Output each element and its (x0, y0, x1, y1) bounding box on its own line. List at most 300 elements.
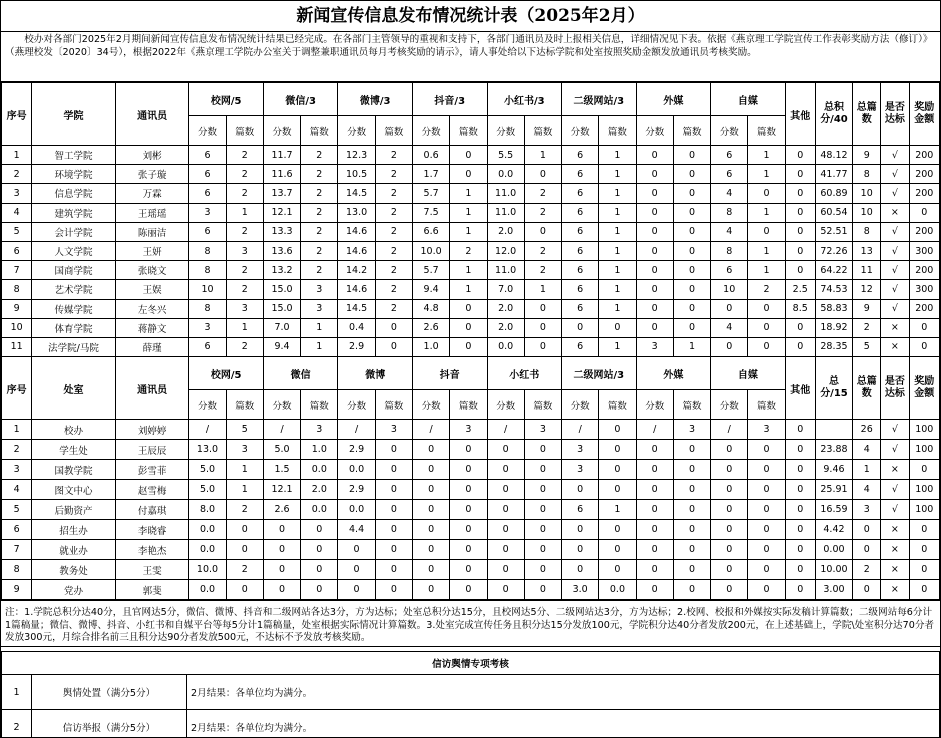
cell-total: 18.92 (815, 318, 852, 337)
cell-score: / (562, 420, 599, 440)
cell-score: 13.2 (263, 261, 300, 280)
cell-score: / (263, 420, 300, 440)
cell-award: 200 (909, 165, 939, 184)
cell-count: 1 (226, 203, 263, 222)
cell-score: 0 (711, 480, 748, 500)
cell-count: 0 (375, 337, 412, 356)
cell-count: 0 (673, 520, 710, 540)
cell-correspondent: 李艳杰 (115, 540, 189, 560)
cell-score: 2.9 (338, 440, 375, 460)
table-row (2, 184, 940, 203)
score-subheader: 分数 (711, 116, 748, 146)
cell-count: 2 (524, 241, 561, 260)
cell-score: 0 (711, 500, 748, 520)
cell-reached: √ (881, 500, 909, 520)
cell-award: 200 (909, 299, 939, 318)
cell-score: 0 (338, 580, 375, 600)
cell-score: 4 (711, 318, 748, 337)
cell-count: 0 (599, 440, 636, 460)
cell-count: 1 (599, 146, 636, 165)
cell-count: 5 (226, 420, 263, 440)
channel-header: 微信/3 (263, 83, 338, 116)
cell-total: 0.00 (815, 540, 852, 560)
cell-score: 0 (711, 540, 748, 560)
cell-score: 10 (711, 280, 748, 299)
cell-score: 0.0 (189, 580, 226, 600)
cell-count: 1 (450, 203, 487, 222)
cell-reached: × (881, 318, 909, 337)
cell-count: 1 (450, 222, 487, 241)
cell-score: 0.6 (412, 146, 449, 165)
cell-correspondent: 王辰辰 (115, 440, 189, 460)
cell-count: 2 (375, 241, 412, 260)
cell-other: 0 (785, 460, 815, 480)
channel-header: 二级网站/3 (562, 83, 637, 116)
cell-unit: 党办 (32, 580, 116, 600)
count-subheader: 篇数 (301, 390, 338, 420)
cell-correspondent: 薛瑾 (115, 337, 189, 356)
cell-seq: 4 (2, 203, 32, 222)
cell-count: 0 (450, 580, 487, 600)
notes-text: 注：1.学院总积分达40分，且官网达5分，微信、微博、抖音和二级网站各达3分，方为达标；处室总积分达15分，且校网达5分、二级网站达3分，方为达标；2.校网、校报和外媒按实际发稿计算篇数；二级网站每6分计1篇稿量；微信、微博、抖音、小红书和自媒平台等每5分计1篇稿量，处室根据实际情况计算篇数。3.处室完成宣传任务且积分达15分发放100元，学院积分达40分者发放200元，在上述基础上，学院\处室积分达70分者发放300元，月综合排名前三且积分达90分者发放500元，不达标不予发放考核奖励。 (5, 607, 935, 644)
cell-count: 0 (375, 440, 412, 460)
cell-correspondent: 赵雪梅 (115, 480, 189, 500)
cell-score: 6 (562, 241, 599, 260)
cell-count: 0 (450, 146, 487, 165)
cell-score: 6 (711, 146, 748, 165)
cell-score: 10.5 (338, 165, 375, 184)
channel-header: 自媒 (711, 357, 786, 390)
cell-reached: × (881, 203, 909, 222)
score-subheader: 分数 (562, 390, 599, 420)
count-subheader: 篇数 (450, 116, 487, 146)
cell-score: 0 (711, 299, 748, 318)
cell-unit: 学生处 (32, 440, 116, 460)
cell-count: 0 (375, 560, 412, 580)
cell-total: 23.88 (815, 440, 852, 460)
cell-award: 0 (909, 203, 939, 222)
cell-score: 0.0 (338, 460, 375, 480)
cell-count: 1 (524, 146, 561, 165)
cell-score: 6 (562, 146, 599, 165)
cell-articles: 5 (853, 337, 881, 356)
cell-score: 0 (711, 520, 748, 540)
cell-count: 1 (226, 460, 263, 480)
cell-seq: 9 (2, 299, 32, 318)
cell-count: 1.0 (301, 440, 338, 460)
cell-reached: √ (881, 261, 909, 280)
cell-score: / (487, 420, 524, 440)
cell-score: 0 (636, 261, 673, 280)
table-row (2, 520, 940, 540)
cell-score: 3 (562, 440, 599, 460)
cell-count: 2 (375, 299, 412, 318)
cell-score: 9.4 (412, 280, 449, 299)
cell-score: 0 (412, 500, 449, 520)
cell-correspondent: 张子璇 (115, 165, 189, 184)
cell-reached: × (881, 580, 909, 600)
cell-correspondent: 刘彬 (115, 146, 189, 165)
cell-count: 1 (450, 261, 487, 280)
cell-unit: 法学院/马院 (32, 337, 116, 356)
channel-header: 校网/5 (189, 83, 264, 116)
cell-count: 2 (375, 280, 412, 299)
cell-total: 72.26 (815, 241, 852, 260)
cell-award: 100 (909, 500, 939, 520)
table-row (2, 318, 940, 337)
cell-score: 0.0 (189, 520, 226, 540)
xinfang-item: 信访举报（满分5分） (32, 710, 187, 738)
cell-articles: 9 (853, 146, 881, 165)
cell-score: 0 (338, 540, 375, 560)
cell-score: 0 (412, 480, 449, 500)
cell-reached: √ (881, 440, 909, 460)
cell-score: 1.0 (412, 337, 449, 356)
cell-count: 0 (748, 580, 785, 600)
cell-award: 300 (909, 241, 939, 260)
cell-seq: 2 (2, 440, 32, 460)
cell-score: 2.6 (263, 500, 300, 520)
count-subheader: 篇数 (524, 390, 561, 420)
col-award-header: 奖励金额 (909, 83, 939, 146)
cell-score: 4 (711, 184, 748, 203)
cell-unit: 后勤资产 (32, 500, 116, 520)
cell-total: 25.91 (815, 480, 852, 500)
cell-count: 2 (301, 241, 338, 260)
cell-count: 0 (673, 500, 710, 520)
cell-award: 200 (909, 261, 939, 280)
score-subheader: 分数 (338, 390, 375, 420)
cell-score: 3.0 (562, 580, 599, 600)
cell-count: 0 (748, 460, 785, 480)
channel-header: 小红书/3 (487, 83, 562, 116)
cell-award: 0 (909, 520, 939, 540)
cell-total: 74.53 (815, 280, 852, 299)
cell-count: 0 (450, 318, 487, 337)
cell-count: 3 (226, 440, 263, 460)
table-row (2, 500, 940, 520)
channel-header: 抖音 (412, 357, 487, 390)
cell-count: 2 (375, 261, 412, 280)
cell-score: 8 (711, 241, 748, 260)
cell-score: 8 (189, 299, 226, 318)
cell-count: 0 (450, 165, 487, 184)
cell-seq: 7 (2, 540, 32, 560)
cell-count: 0 (673, 560, 710, 580)
cell-correspondent: 郭斐 (115, 580, 189, 600)
cell-score: 0 (263, 580, 300, 600)
header-row (2, 83, 940, 116)
cell-seq: 2 (2, 165, 32, 184)
cell-score: 3 (562, 460, 599, 480)
cell-other: 0 (785, 184, 815, 203)
header-row (2, 357, 940, 390)
col-articles-header: 总篇数 (853, 83, 881, 146)
cell-score: 2.0 (487, 299, 524, 318)
cell-count: 0 (673, 318, 710, 337)
cell-score: 13.3 (263, 222, 300, 241)
cell-count: 2 (301, 165, 338, 184)
cell-score: 0 (412, 540, 449, 560)
cell-score: 11.7 (263, 146, 300, 165)
cell-count: 0 (450, 460, 487, 480)
cell-score: 0 (412, 580, 449, 600)
cell-seq: 6 (2, 520, 32, 540)
cell-unit: 传媒学院 (32, 299, 116, 318)
cell-score: 0 (487, 560, 524, 580)
cell-count: 0 (301, 580, 338, 600)
cell-score: 0.0 (338, 500, 375, 520)
cell-score: 2.0 (487, 222, 524, 241)
cell-count: 0 (450, 440, 487, 460)
cell-count: 0 (673, 580, 710, 600)
cell-count: 2 (301, 203, 338, 222)
cell-award: 200 (909, 222, 939, 241)
cell-seq: 5 (2, 500, 32, 520)
col-unit-header: 学院 (32, 83, 116, 146)
cell-score: 6 (189, 146, 226, 165)
cell-score: 13.0 (189, 440, 226, 460)
channel-header: 自媒 (711, 83, 786, 116)
cell-score: 6 (711, 261, 748, 280)
cell-award: 0 (909, 560, 939, 580)
cell-reached: √ (881, 146, 909, 165)
cell-count: 2 (226, 146, 263, 165)
cell-count: 1 (599, 184, 636, 203)
cell-count: 3 (375, 420, 412, 440)
cell-count: 0.0 (301, 500, 338, 520)
cell-count: 0 (673, 241, 710, 260)
col-other-header: 其他 (785, 357, 815, 420)
channel-header: 校网/5 (189, 357, 264, 390)
cell-score: 9.4 (263, 337, 300, 356)
count-subheader: 篇数 (375, 116, 412, 146)
cell-score: 8 (711, 203, 748, 222)
cell-reached: √ (881, 241, 909, 260)
cell-correspondent: 王雯 (115, 560, 189, 580)
cell-count: 1 (599, 261, 636, 280)
cell-score: 15.0 (263, 299, 300, 318)
cell-correspondent: 王瑶瑶 (115, 203, 189, 222)
table-row (2, 203, 940, 222)
cell-total: 60.54 (815, 203, 852, 222)
cell-count: 0 (673, 299, 710, 318)
cell-count: 0 (673, 280, 710, 299)
col-seq-header: 序号 (2, 357, 32, 420)
cell-score: 12.1 (263, 480, 300, 500)
channel-header: 小红书 (487, 357, 562, 390)
channel-header: 外媒 (636, 357, 711, 390)
cell-count: 1 (450, 280, 487, 299)
cell-total: 60.89 (815, 184, 852, 203)
score-subheader: 分数 (487, 390, 524, 420)
cell-other: 0 (785, 580, 815, 600)
cell-count: 0 (375, 500, 412, 520)
cell-count: 0 (524, 480, 561, 500)
cell-score: 14.5 (338, 299, 375, 318)
cell-count: 3 (226, 241, 263, 260)
count-subheader: 篇数 (375, 390, 412, 420)
cell-score: 0 (636, 580, 673, 600)
cell-count: 0 (301, 540, 338, 560)
table-row (2, 299, 940, 318)
cell-count: 0 (375, 520, 412, 540)
cell-articles: 0 (853, 520, 881, 540)
cell-score: 6 (189, 337, 226, 356)
cell-score: 0 (636, 540, 673, 560)
count-subheader: 篇数 (748, 390, 785, 420)
cell-count: 0 (673, 222, 710, 241)
cell-count: 0 (673, 184, 710, 203)
cell-count: 0 (524, 222, 561, 241)
cell-unit: 图文中心 (32, 480, 116, 500)
cell-count: 2 (226, 500, 263, 520)
cell-seq: 8 (2, 280, 32, 299)
cell-count: 3 (524, 420, 561, 440)
cell-count: 0 (524, 500, 561, 520)
cell-score: 6 (562, 261, 599, 280)
xinfang-result: 2月结果：各单位均为满分。 (187, 675, 940, 710)
cell-count: 2 (375, 165, 412, 184)
cell-count: 0 (524, 318, 561, 337)
cell-total: 52.51 (815, 222, 852, 241)
cell-count: 1 (599, 299, 636, 318)
cell-score: 3 (189, 318, 226, 337)
cell-score: 0 (487, 440, 524, 460)
cell-score: 6 (562, 280, 599, 299)
cell-score: 0 (487, 480, 524, 500)
cell-score: 5.0 (189, 480, 226, 500)
cell-score: 8 (189, 261, 226, 280)
col-correspondent-header: 通讯员 (115, 357, 189, 420)
cell-score: 13.6 (263, 241, 300, 260)
cell-correspondent: 王娱 (115, 280, 189, 299)
cell-score: 4.4 (338, 520, 375, 540)
cell-count: 0 (450, 337, 487, 356)
channel-header: 抖音/3 (412, 83, 487, 116)
cell-other: 0 (785, 560, 815, 580)
score-subheader: 分数 (412, 390, 449, 420)
cell-score: 2.9 (338, 480, 375, 500)
notes-section (1, 600, 940, 647)
cell-score: 8.0 (189, 500, 226, 520)
score-subheader: 分数 (263, 390, 300, 420)
cell-seq: 6 (2, 241, 32, 260)
cell-count: 0 (599, 480, 636, 500)
cell-score: 10.0 (412, 241, 449, 260)
cell-score: 0 (412, 440, 449, 460)
cell-count: 0 (450, 299, 487, 318)
cell-award: 200 (909, 146, 939, 165)
cell-count: 2 (375, 222, 412, 241)
score-subheader: 分数 (338, 116, 375, 146)
cell-unit: 建筑学院 (32, 203, 116, 222)
cell-score: 1.5 (263, 460, 300, 480)
cell-count: 0 (375, 318, 412, 337)
cell-count: 0 (748, 440, 785, 460)
col-unit-header: 处室 (32, 357, 116, 420)
cell-score: 12.3 (338, 146, 375, 165)
xinfang-table (1, 651, 940, 738)
intro-text: 校办对各部门2025年2月期间新闻宣传信息发布情况统计结果已经完成。在各部门主管领导的重视和支持下，各部门通讯员及时上报相关信息，详细情况见下表。依据《燕京理工学院宣传工作表彰奖励方法（修订）》（燕理校发〔2020〕34号），根据2022年《燕京理工学院办公室关于调整兼职通讯员每月考核奖励的请示》，请人事处给以下达标学院和处室按照奖励金额发放通讯员考核奖励。 (5, 34, 933, 58)
cell-reached: × (881, 337, 909, 356)
cell-count: 0 (450, 480, 487, 500)
cell-total: 28.35 (815, 337, 852, 356)
cell-count: 0 (524, 440, 561, 460)
cell-count: 3 (748, 420, 785, 440)
table-row (2, 460, 940, 480)
cell-score: 0 (636, 146, 673, 165)
cell-total: 16.59 (815, 500, 852, 520)
cell-count: 0 (226, 520, 263, 540)
count-subheader: 篇数 (673, 116, 710, 146)
cell-total: 48.12 (815, 146, 852, 165)
cell-score: 6 (562, 337, 599, 356)
cell-score: 0 (711, 460, 748, 480)
cell-articles: 11 (853, 261, 881, 280)
cell-score: / (636, 420, 673, 440)
cell-count: 0 (375, 580, 412, 600)
cell-count: 1 (599, 280, 636, 299)
cell-count: 0 (524, 460, 561, 480)
cell-score: 0.0 (487, 337, 524, 356)
cell-count: 1 (599, 500, 636, 520)
cell-seq: 8 (2, 560, 32, 580)
report-title: 新闻宣传信息发布情况统计表（2025年2月） (1, 1, 940, 32)
cell-count: 2 (748, 280, 785, 299)
cell-correspondent: 万霖 (115, 184, 189, 203)
cell-count: 1 (748, 165, 785, 184)
cell-score: 0 (263, 520, 300, 540)
cell-score: 1.7 (412, 165, 449, 184)
cell-count: 0 (748, 560, 785, 580)
cell-award: 0 (909, 540, 939, 560)
cell-count: 0 (226, 580, 263, 600)
cell-count: 2 (226, 560, 263, 580)
cell-score: 5.7 (412, 261, 449, 280)
cell-score: 0 (412, 560, 449, 580)
score-subheader: 分数 (487, 116, 524, 146)
cell-count: 0 (524, 165, 561, 184)
cell-unit: 智工学院 (32, 146, 116, 165)
cell-total: 41.77 (815, 165, 852, 184)
cell-score: 0.0 (189, 540, 226, 560)
cell-score: 0 (711, 440, 748, 460)
cell-score: 8 (189, 241, 226, 260)
table-row (2, 560, 940, 580)
cell-award: 100 (909, 440, 939, 460)
cell-count: 0 (599, 560, 636, 580)
score-subheader: 分数 (636, 390, 673, 420)
cell-score: 6 (189, 184, 226, 203)
cell-seq: 4 (2, 480, 32, 500)
cell-other: 8.5 (785, 299, 815, 318)
cell-award: 0 (909, 460, 939, 480)
score-subheader: 分数 (636, 116, 673, 146)
cell-count: 3 (673, 420, 710, 440)
xinfang-seq: 1 (2, 675, 32, 710)
cell-count: 0 (673, 540, 710, 560)
cell-count: 0 (375, 540, 412, 560)
cell-score: 14.6 (338, 241, 375, 260)
cell-unit: 环境学院 (32, 165, 116, 184)
cell-award: 0 (909, 580, 939, 600)
cell-score: 6 (562, 184, 599, 203)
cell-score: 2.0 (487, 318, 524, 337)
cell-count: 0 (450, 540, 487, 560)
cell-score: 0 (711, 580, 748, 600)
cell-score: 0 (636, 318, 673, 337)
